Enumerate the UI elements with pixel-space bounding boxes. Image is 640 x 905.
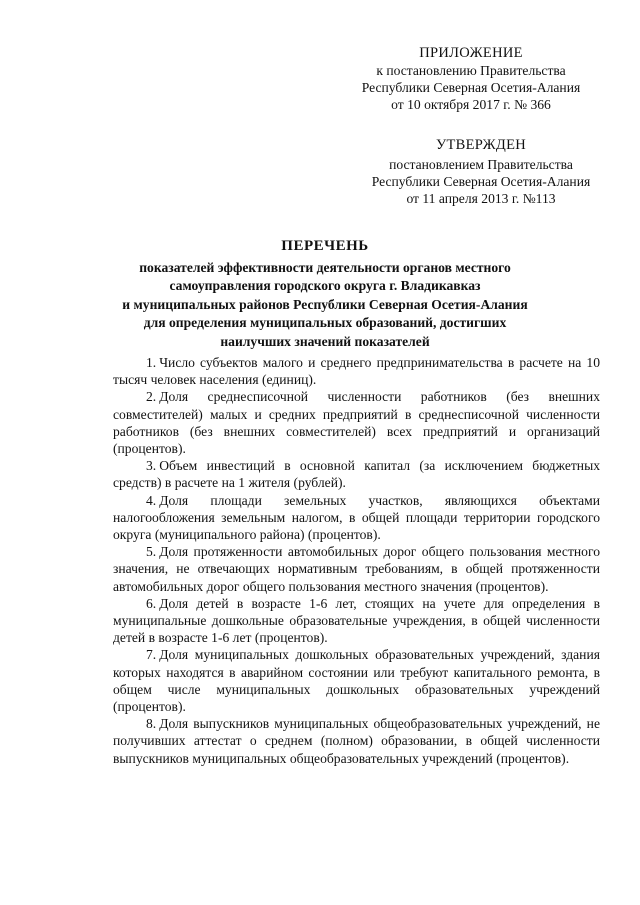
indicator-list — [113, 354, 600, 767]
item-text: Доля детей в возрасте 1-6 лет, стоящих на учете для определения в муниципальные дошкольные образовательные учреждения, в общей численности детей в возрасте 1-6 лет (процентов). — [113, 595, 600, 646]
list-item — [113, 595, 600, 647]
list-item — [113, 457, 600, 491]
title-line-5: наилучших значений показателей — [220, 333, 430, 349]
item-number: 1. — [146, 355, 157, 370]
title-heading: ПЕРЕЧЕНЬ — [281, 238, 369, 254]
item-text: Число субъектов малого и среднего предпринимательства в расчете на 10 тысяч человек населения (единиц). — [113, 355, 600, 388]
appendix-line-3: от 10 октября 2017 г. № 366 — [391, 97, 551, 112]
title-line-4: для определения муниципальных образований, достигших — [143, 315, 507, 330]
item-text: Объем инвестиций в основной капитал (за исключением бюджетных средств) в расчете на 1 жителя (рублей). — [113, 458, 600, 491]
list-item — [113, 543, 600, 595]
approved-line-2: Республики Северная Осетия-Алания — [371, 174, 591, 189]
appendix-line-1: к постановлению Правительства — [376, 63, 566, 78]
title-line-1: показателей эффективности деятельности органов местного — [139, 259, 511, 275]
item-number: 6. — [146, 595, 157, 611]
appendix-block — [330, 45, 612, 113]
document-title — [100, 237, 550, 351]
list-item — [113, 354, 600, 388]
item-text: Доля протяженности автомобильных дорог общего пользования местного значения, не отвечающих нормативным требованиям, в общей протяженности автомобильных дорог общего пользования местного значения (процентов). — [113, 544, 600, 594]
item-number: 3. — [146, 458, 157, 474]
approved-line-1: постановлением Правительства — [389, 157, 573, 172]
list-item — [113, 646, 600, 715]
item-text: Доля среднесписочной численности работников (без внешних совместителей) малых и средних предприятий в среднесписочной численности работников (без внешних совместителей) всех предприятий и организаций (процентов). — [113, 389, 600, 457]
item-number: 8. — [146, 716, 157, 732]
title-line-2: самоуправления городского округа г. Владикавказ — [169, 278, 481, 293]
title-line-3: и муниципальных районов Республики Северная Осетия-Алания — [122, 296, 528, 312]
item-number: 7. — [146, 647, 157, 663]
list-item — [113, 715, 600, 767]
appendix-heading: ПРИЛОЖЕНИЕ — [419, 45, 523, 61]
approved-heading: УТВЕРЖДЕН — [435, 137, 527, 153]
approved-block — [340, 137, 622, 207]
item-text: Доля муниципальных дошкольных образовательных учреждений, здания которых находятся в аварийном состоянии или требуют капитального ремонта, в общем числе муниципальных дошкольных образовательных учреждений (процентов). — [113, 647, 600, 715]
list-item — [113, 388, 600, 457]
item-text: Доля выпускников муниципальных общеобразовательных учреждений, не получивших аттестат о среднем (полном) образовании, в общей численности выпускников муниципальных общеобразовательных учреждений (процентов). — [113, 716, 600, 766]
item-text: Доля площади земельных участков, являющихся объектами налогообложения земельным налогом, в общей площади территории городского округа (муниципального района) (процентов). — [113, 492, 600, 543]
item-number: 2. — [146, 389, 157, 405]
item-number: 5. — [146, 544, 157, 560]
approved-line-3: от 11 апреля 2013 г. №113 — [406, 191, 556, 206]
appendix-line-2: Республики Северная Осетия-Алания — [361, 80, 581, 95]
item-number: 4. — [146, 492, 157, 508]
list-item — [113, 492, 600, 544]
